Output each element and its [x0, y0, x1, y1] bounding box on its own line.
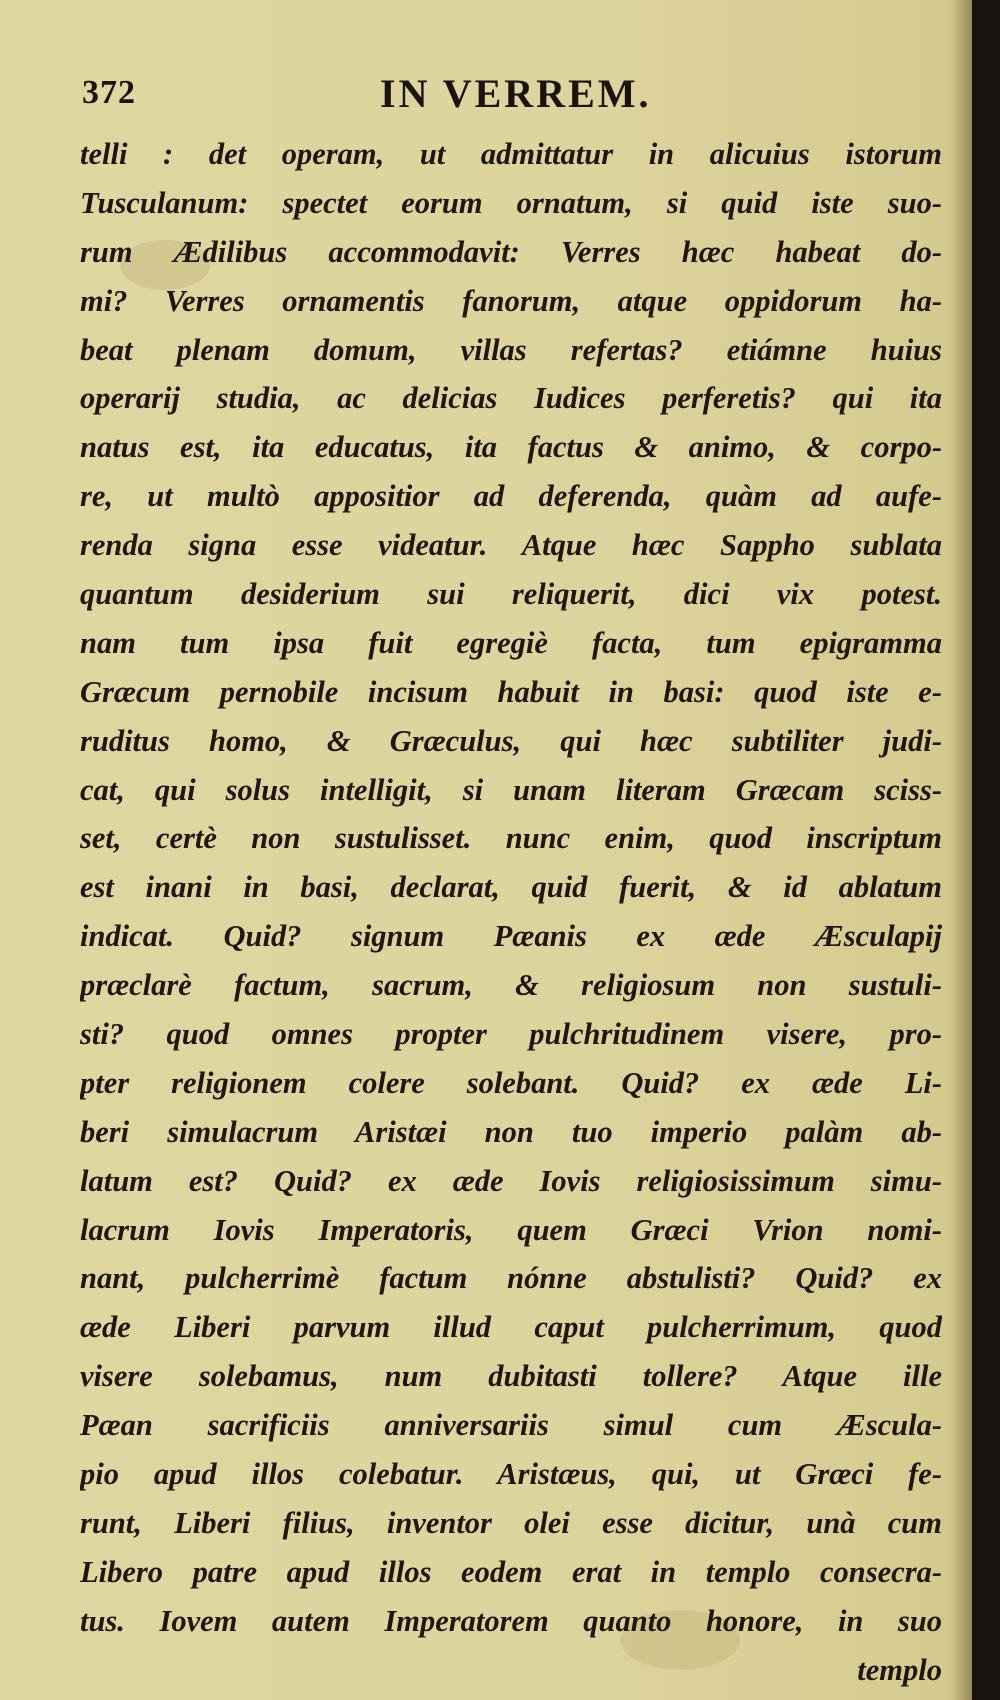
text-line: Tusculanum: spectet eorum ornatum, si quid iste suo- — [80, 185, 942, 220]
text-line: telli : det operam, ut admittatur in alicuius istorum — [80, 137, 942, 171]
binding-shadow — [950, 0, 972, 1700]
text-line: rum Ædilibus accommodavit: Verres hæc habeat do- — [80, 234, 942, 269]
catchword: templo — [857, 1652, 942, 1687]
binding-edge — [972, 0, 1000, 1700]
text-line: natus est, ita educatus, ita factus & animo, & corpo- — [80, 430, 942, 465]
text-line: set, certè non sustulisset. nunc enim, quod inscriptum — [80, 821, 942, 856]
text-line: pter religionem colere solebant. Quid? ex æde Li- — [80, 1065, 942, 1100]
text-line: cat, qui solus intelligit, si unam literam Græcam sciss- — [80, 772, 942, 807]
text-line: præclarè factum, sacrum, & religiosum non sustuli- — [80, 968, 942, 1003]
text-line: Græcum pernobile incisum habuit in basi: quod iste e- — [80, 674, 942, 709]
page-header — [82, 71, 942, 134]
body-text — [80, 130, 942, 1687]
text-line: tus. Iovem autem Imperatorem quanto honore, in suo — [80, 1603, 942, 1638]
text-line: re, ut multò appositior ad deferenda, quàm ad aufe- — [80, 479, 942, 514]
text-line: operarij studia, ac delicias Iudices perferetis? qui ita — [80, 381, 942, 416]
text-line: æde Liberi parvum illud caput pulcherrimum, quod — [80, 1310, 942, 1345]
text-line: pio apud illos colebatur. Aristæus, qui, ut Græci fe- — [80, 1457, 942, 1492]
text-line: runt, Liberi filius, inventor olei esse dicitur, unà cum — [80, 1505, 942, 1540]
text-line: ruditus homo, & Græculus, qui hæc subtiliter judi- — [80, 723, 942, 758]
text-line: lacrum Iovis Imperatoris, quem Græci Vrion nomi- — [80, 1212, 942, 1247]
text-line: beri simulacrum Aristæi non tuo imperio palàm ab- — [80, 1114, 942, 1149]
text-line: visere solebamus, num dubitasti tollere? Atque ille — [80, 1359, 942, 1394]
text-line: beat plenam domum, villas refertas? etiámne huius — [80, 332, 942, 367]
text-line: indicat. Quid? signum Pæanis ex æde Æsculapij — [80, 919, 942, 954]
text-line: renda signa esse videatur. Atque hæc Sappho sublata — [80, 528, 942, 563]
page-number: 372 — [82, 74, 136, 111]
text-line: Pæan sacrificiis anniversariis simul cum Æscula- — [80, 1408, 942, 1443]
text-line: sti? quod omnes propter pulchritudinem visere, pro- — [80, 1017, 942, 1052]
text-line: nam tum ipsa fuit egregiè facta, tum epigramma — [80, 625, 942, 660]
text-line: latum est? Quid? ex æde Iovis religiosissimum simu- — [80, 1163, 942, 1198]
text-line: est inani in basi, declarat, quid fuerit, & id ablatum — [80, 870, 942, 905]
text-line: quantum desiderium sui reliquerit, dici vix potest. — [80, 577, 942, 612]
running-title: IN VERREM. — [380, 71, 652, 116]
text-line: mi? Verres ornamentis fanorum, atque oppidorum ha- — [80, 283, 942, 318]
text-line: Libero patre apud illos eodem erat in templo consecra- — [80, 1554, 942, 1589]
text-line: nant, pulcherrimè factum nónne abstulisti? Quid? ex — [80, 1261, 942, 1296]
